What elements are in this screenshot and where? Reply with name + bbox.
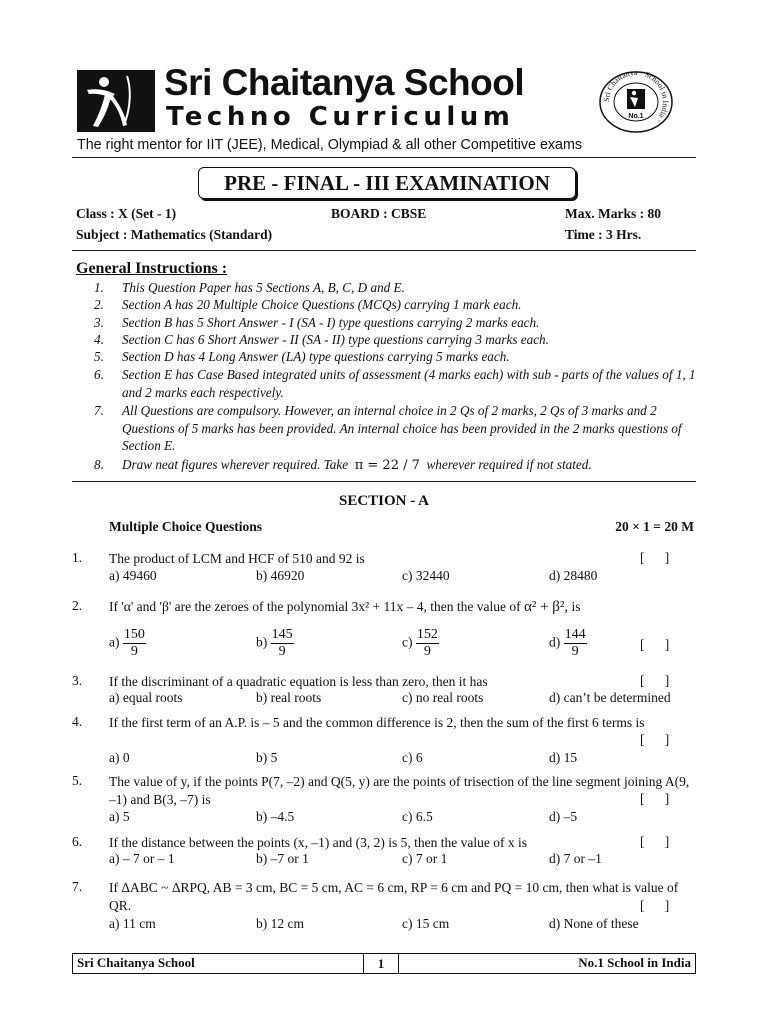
option: d) –5	[549, 809, 578, 824]
question-number: 3.	[72, 673, 83, 688]
section-a-title: SECTION - A	[338, 493, 430, 509]
answer-bracket: [ ]	[640, 898, 670, 913]
instruction-item: 3. Section B has 5 Short Answer - I (SA - I) type questions carrying 2 marks each.	[94, 315, 540, 330]
option: d) 7 or –1	[549, 851, 602, 866]
answer-bracket: [ ]	[640, 732, 670, 747]
curriculum-title: Techno Curriculum	[166, 102, 515, 132]
option: a) 0	[109, 750, 130, 765]
school-seal	[597, 71, 675, 133]
page-footer	[72, 953, 696, 974]
exam-title: PRE - FINAL - III EXAMINATION	[198, 167, 576, 199]
option: d) 15	[549, 750, 578, 765]
option: a) 11 cm	[109, 916, 156, 931]
instruction-item: 5. Section D has 4 Long Answer (LA) type questions carrying 5 marks each.	[94, 349, 510, 364]
option: b) 46920	[256, 568, 305, 583]
question-number: 4.	[72, 714, 83, 729]
option: b) 5	[256, 750, 278, 765]
school-logo	[77, 70, 155, 132]
answer-bracket: [ ]	[640, 550, 670, 565]
header-divider	[72, 157, 696, 158]
page-number: 1	[363, 954, 399, 973]
option: b) –4.5	[256, 809, 295, 824]
answer-bracket: [ ]	[640, 637, 670, 652]
question-text: If the first term of an A.P. is – 5 and the common difference is 2, then the sum of the first 6 terms is	[109, 715, 645, 730]
instructions-divider	[72, 481, 696, 482]
option: d) $\frac{144}{9}$	[549, 627, 586, 659]
option: a) – 7 or – 1	[109, 851, 175, 866]
option: b) $\frac{145}{9}$	[256, 627, 293, 659]
option: b) real roots	[256, 690, 322, 705]
max-marks-label: Max. Marks : 80	[565, 206, 661, 221]
question-number: 7.	[72, 879, 83, 894]
tagline: The right mentor for IIT (JEE), Medical, Olympiad & all other Competitive exams	[77, 137, 583, 153]
class-label: Class : X (Set - 1)	[76, 206, 177, 221]
option: c) 6.5	[402, 809, 433, 824]
mcq-heading: Multiple Choice Questions	[109, 519, 263, 534]
pi-expression: π = 22 / 7	[354, 458, 420, 473]
instruction-item: 4. Section C has 6 Short Answer - II (SA - II) type questions carrying 3 marks each.	[94, 332, 549, 347]
general-instructions-title: General Instructions :	[76, 260, 228, 277]
instruction-item: 8. Draw neat figures wherever required. Take π = 22 / 7 wherever required if not stated.	[94, 457, 592, 473]
footer-motto: No.1 School in India	[578, 955, 691, 970]
option: d) can’t be determined	[549, 690, 671, 705]
question-text: If the distance between the points (x, –1) and (3, 2) is 5, then the value of x is	[109, 835, 528, 850]
question-number: 2.	[72, 598, 83, 613]
option: a) equal roots	[109, 690, 183, 705]
instruction-item: 7. All Questions are compulsory. However, an internal choice in 2 Qs of 2 marks, 2 Qs of 3 marks and 2 Questions of 5 marks has been provided. An internal choice has been provided in the 2 marks questions of Section E.	[94, 403, 682, 453]
seal-text: Sri Chaitanya · School in India ·	[601, 71, 671, 125]
alpha-beta-expression: α² + β²,	[523, 599, 569, 615]
meta-divider	[72, 250, 696, 251]
option: b) –7 or 1	[256, 851, 309, 866]
answer-bracket: [ ]	[640, 834, 670, 849]
answer-bracket: [ ]	[640, 791, 670, 806]
option: c) no real roots	[402, 690, 484, 705]
seal-no1: No.1	[628, 113, 644, 120]
question-number: 6.	[72, 834, 83, 849]
question-text: If ΔABC ~ ΔRPQ, AB = 3 cm, BC = 5 cm, AC = 6 cm, RP = 6 cm and PQ = 10 cm, then what is value of QR.	[109, 880, 679, 913]
footer-school: Sri Chaitanya School	[77, 955, 195, 970]
mcq-marks: 20 × 1 = 20 M	[615, 519, 694, 534]
option: b) 12 cm	[256, 916, 304, 931]
option: c) 15 cm	[402, 916, 450, 931]
question-text: If the discriminant of a quadratic equation is less than zero, then it has	[109, 674, 488, 689]
question-number: 1.	[72, 550, 83, 565]
subject-label: Subject : Mathematics (Standard)	[76, 227, 273, 242]
instruction-item: 1. This Question Paper has 5 Sections A, B, C, D and E.	[94, 280, 405, 295]
option: c) $\frac{152}{9}$	[402, 627, 438, 659]
instruction-item: 6. Section E has Case Based integrated units of assessment (4 marks each) with sub - parts of the values of 1, 1 and 2 marks each respectively.	[94, 367, 696, 400]
option: a) 5	[109, 809, 130, 824]
board-label: BOARD : CBSE	[331, 206, 427, 221]
option: c) 32440	[402, 568, 450, 583]
instruction-item: 2. Section A has 20 Multiple Choice Questions (MCQs) carrying 1 mark each.	[94, 297, 522, 312]
time-label: Time : 3 Hrs.	[565, 227, 642, 242]
option: c) 6	[402, 750, 423, 765]
question-text: If 'α' and 'β' are the zeroes of the polynomial 3x² + 11x – 4, then the value of α² + β², is	[109, 599, 581, 615]
answer-bracket: [ ]	[640, 673, 670, 688]
question-text: The value of y, if the points P(7, –2) and Q(5, y) are the points of trisection of the line segment joining A(9, –1) and B(3, –7) is	[109, 774, 690, 807]
question-number: 5.	[72, 773, 83, 788]
option: a) 49460	[109, 568, 157, 583]
option: d) 28480	[549, 568, 598, 583]
option: d) None of these	[549, 916, 639, 931]
option: a) $\frac{150}{9}$	[109, 627, 145, 659]
question-text: The product of LCM and HCF of 510 and 92 is	[109, 551, 365, 566]
school-name: Sri Chaitanya School	[164, 62, 525, 103]
option: c) 7 or 1	[402, 851, 448, 866]
